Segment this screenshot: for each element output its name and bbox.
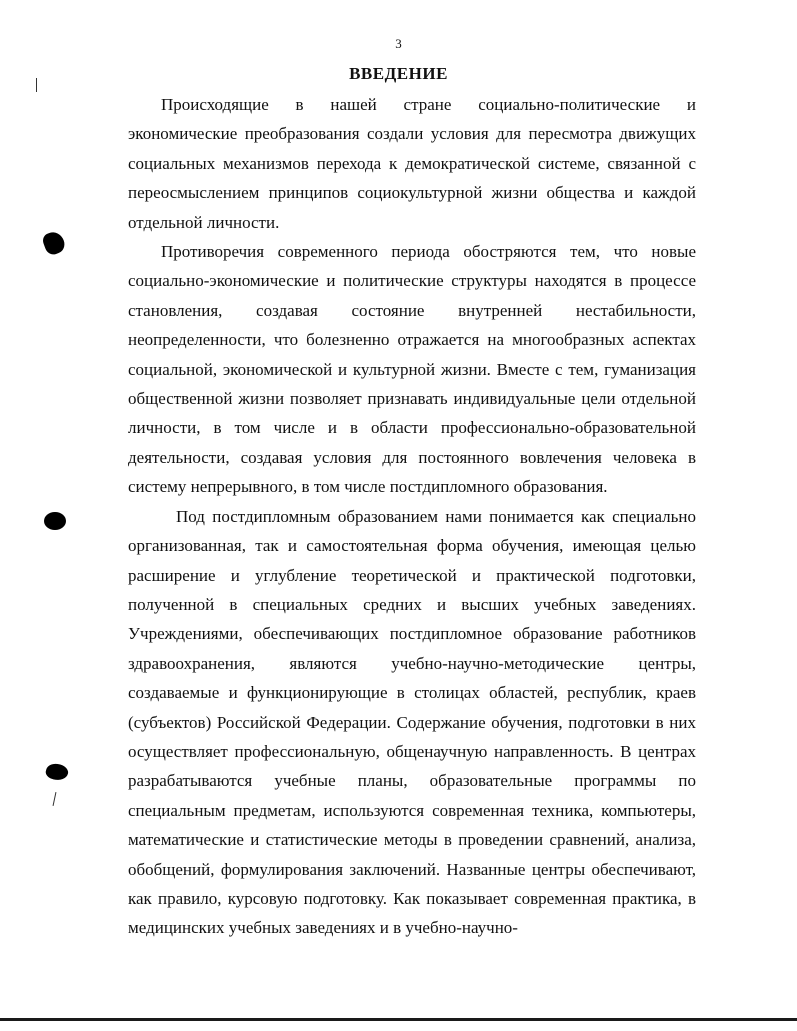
scan-blot-2 bbox=[44, 512, 66, 530]
scan-blot-3 bbox=[44, 761, 69, 782]
paragraph-1: Происходящие в нашей стране социально-политические и экономические преобразования создали условия для пересмотра движущих социальных механизмов перехода к демократической системе, связанной с переосмыслением принципов социокультурной жизни общества и каждой отдельной личности. bbox=[128, 95, 696, 232]
scan-bottom-edge bbox=[0, 1018, 797, 1031]
margin-mark-1 bbox=[36, 78, 37, 92]
scan-blot-1 bbox=[41, 229, 67, 257]
paragraph-3: Под постдипломным образованием нами понимается как специально организованная, так и самостоятельная форма обучения, имеющая целью расширение и углубление теоретической и практической подготовки, полученной в специальных средних и высших учебных заведениях. Учреждениями, обеспечивающих постдипломное образование работников здравоохранения, являются учебно-научно-методические центры, создаваемые и функционирующие в столицах областей, республик, краев (субъектов) Российской Федерации. Содержание обучения, подготовки в них осуществляет профессиональную, общенаучную направленность. В центрах разрабатываются учебные планы, образовательные программы по специальным предметам, используются современная техника, компьютеры, математические и статистические методы в проведении сравнений, анализа, обобщений, формулирования заключений. Названные центры обеспечивают, как правило, курсовую подготовку. Как показывает современная практика, в медицинских учебных заведениях и в учебно-научно- bbox=[128, 506, 696, 938]
body-text bbox=[128, 90, 696, 943]
margin-mark-2 bbox=[53, 792, 57, 806]
paragraph-2: Противоречия современного периода обостряются тем, что новые социально-экономические и политические структуры находятся в процессе становления, создавая состояние внутренней нестабильности, неопределенности, что болезненно отражается на многообразных аспектах социальной, экономической и культурной жизни. Вместе с тем, гуманизация общественной жизни позволяет признавать индивидуальные цели отдельной личности, в том числе и в области профессионально-образовательной деятельности, создавая условия для постоянного вовлечения человека в систему непрерывного, в том числе постдипломного образования. bbox=[128, 242, 696, 497]
section-heading: ВВЕДЕНИЕ bbox=[349, 64, 448, 83]
page-number: 3 bbox=[395, 36, 402, 51]
